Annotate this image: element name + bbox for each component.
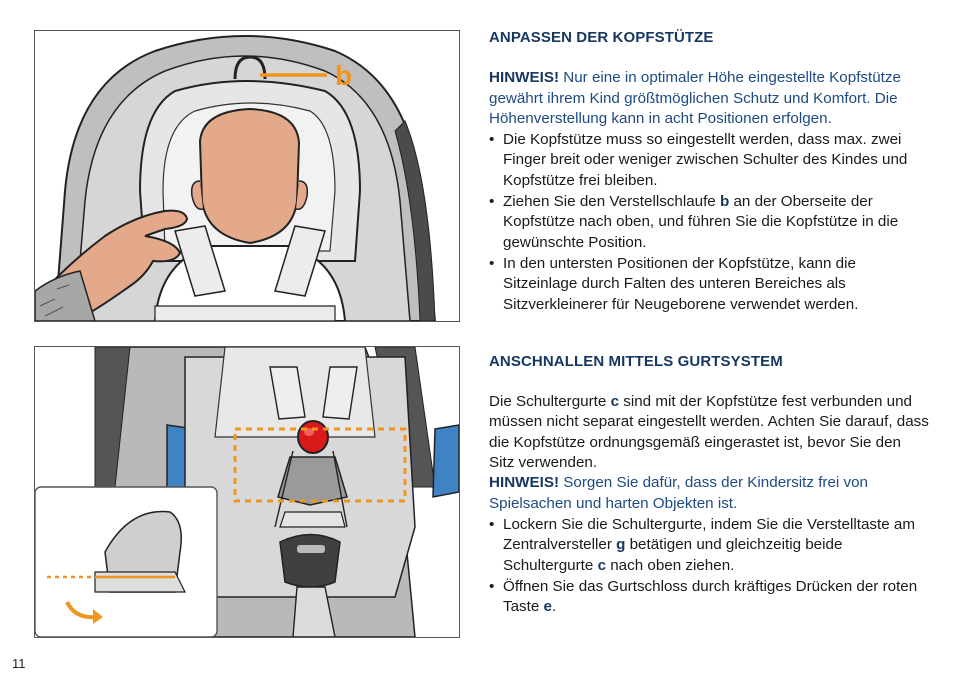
step-text: Ziehen Sie den Verstellschlaufe <box>503 193 720 211</box>
note-harness <box>489 473 929 514</box>
list-item <box>489 192 929 253</box>
list-item <box>489 130 929 191</box>
harness-buckle-illustration <box>34 346 460 638</box>
section-heading-headrest: ANPASSEN DER KOPFSTÜTZE <box>489 29 714 46</box>
reference-key: e <box>543 598 552 616</box>
note-label: HINWEIS! <box>489 474 560 492</box>
step-text: an der Oberseite der Kopfstütze nach oben, und führen Sie die Kopfstütze in die gewünschte Position. <box>503 193 899 251</box>
harness-steps-list <box>489 515 929 617</box>
buckle-red-button-icon <box>298 421 328 453</box>
callout-label-b: b <box>335 60 353 91</box>
reference-key: g <box>616 536 626 554</box>
headrest-adjustment-illustration <box>34 30 460 322</box>
step-text: . <box>551 598 557 616</box>
page-number: 11 <box>12 656 26 671</box>
reference-key: c <box>597 556 607 574</box>
step-text: Öffnen Sie das Gurtschloss durch kräftiges Drücken der roten Taste <box>503 577 918 616</box>
step-text: betätigen und gleichzeitig beide Schultergurte <box>503 536 843 574</box>
step-text: Die Kopfstütze muss so eingestellt werden, dass max. zwei Finger breit oder weniger zwischen Schulter des Kindes und Kopfstütze frei bleiben. <box>503 131 908 189</box>
list-item <box>489 577 929 618</box>
step-text: Lockern Sie die Schultergurte, indem Sie die Verstelltaste am Zentralversteller <box>503 515 915 554</box>
para-text: sind mit der Kopfstütze fest verbunden und müssen nicht separat eingestellt werden. Achten Sie darauf, dass die Kopfstütze ordnungsgemäß eingerastet ist, bevor Sie den Sitz verwenden. <box>489 393 929 472</box>
headrest-steps-list <box>489 130 929 315</box>
list-item <box>489 515 929 576</box>
harness-paragraph <box>489 392 929 473</box>
note-text: Sorgen Sie dafür, dass der Kindersitz frei von Spielsachen und harten Objekten ist. <box>489 474 869 512</box>
reference-key: b <box>719 193 730 211</box>
list-item <box>489 254 929 315</box>
note-label: HINWEIS! <box>489 69 560 87</box>
section-heading-harness: ANSCHNALLEN MITTELS GURTSYSTEM <box>489 352 783 370</box>
instruction-column <box>489 24 929 617</box>
reference-key: c <box>610 393 620 411</box>
note-headrest <box>489 68 929 129</box>
step-text: In den untersten Positionen der Kopfstütze, kann die Sitzeinlage durch Falten des unteren Bereiches als Sitzverkleinerer für Neugeborene verwendet werden. <box>503 254 859 313</box>
para-text: Die Schultergurte <box>489 393 611 411</box>
note-text: Nur eine in optimaler Höhe eingestellte Kopfstütze gewährt ihrem Kind größtmöglichen Schutz und Komfort. Die Höhenverstellung kann in acht Positionen erfolgen. <box>489 69 901 127</box>
step-text: nach oben ziehen. <box>606 556 735 574</box>
